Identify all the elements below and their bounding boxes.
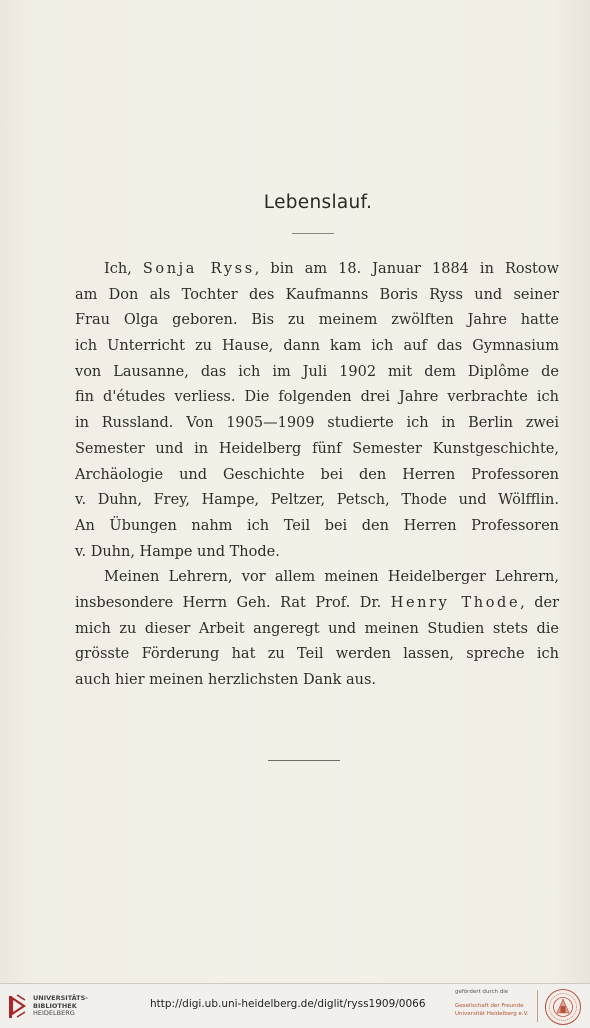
paragraph-1-line-8: Semester und in Heidelberg fünf Semester Kunstgeschichte, [75, 440, 559, 457]
paragraph-1-line-12: v. Duhn, Hampe und Thode. [75, 543, 280, 560]
viewer-footer [0, 983, 590, 1028]
closing-divider [268, 760, 340, 761]
paragraph-1-line-6: fin d'études verliess. Die folgenden drei Jahre verbrachte ich [75, 389, 559, 406]
library-name-line-3: HEIDELBERG [33, 1009, 75, 1017]
paragraph-1-line-2: am Don als Tochter des Kaufmanns Boris Ryss und seiner [75, 286, 559, 303]
paragraph-1-line-5: von Lausanne, das ich im Juli 1902 mit dem Diplôme de [75, 363, 559, 380]
paragraph-2-line-5: auch hier meinen herzlichsten Dank aus. [75, 672, 377, 688]
paragraph-1-line-3: Frau Olga geboren. Bis zu meinem zwölften Jahre hatte [75, 312, 559, 329]
paragraph-2-line-3: mich zu dieser Arbeit angeregt und meinen Studien stets die [75, 620, 559, 637]
paragraph-2-line-4: grösste Förderung hat zu Teil werden lassen, spreche ich [75, 646, 559, 663]
paragraph-1-line-9: Archäologie und Geschichte bei den Herren Professoren [75, 466, 559, 483]
permalink-url[interactable]: http://digi.ub.uni-heidelberg.de/diglit/ryss1909/0066 [150, 998, 426, 1010]
sponsor-org-line-2: Universität Heidelberg e.V. [455, 1011, 529, 1017]
document-body [75, 257, 559, 694]
text-run: , der [520, 594, 560, 611]
library-name-line-1: UNIVERSITÄTS- [33, 994, 88, 1002]
sponsor-org-line-1: Gesellschaft der Freunde [455, 1003, 524, 1009]
library-name[interactable] [33, 995, 88, 1018]
paragraph-1-line-4: ich Unterricht zu Hause, dann kam ich auf das Gymnasium [75, 338, 559, 355]
sponsor-by-label: gefördert durch die [455, 989, 509, 995]
university-library-logo-icon[interactable] [8, 992, 28, 1020]
paragraph-1-line-1 [75, 257, 559, 283]
text-run: , bin am 18. Januar 1884 in Rostow [254, 261, 559, 277]
library-name-line-2: BIBLIOTHEK [33, 1001, 77, 1010]
university-seal-icon[interactable] [544, 988, 582, 1026]
paragraph-2-line-2 [75, 591, 559, 617]
sponsor-divider [537, 990, 538, 1022]
title-divider [292, 233, 334, 234]
text-run: insbesondere Herrn Geh. Rat Prof. Dr. [75, 594, 391, 611]
page-title: Lebenslauf. [263, 192, 373, 213]
spaced-name-henry-thode: Henry Thode [390, 594, 521, 611]
text-run: Ich, [104, 261, 143, 277]
sponsor-credit[interactable] [455, 988, 537, 1018]
spaced-name-sonja-ryss: Sonja Ryss [142, 261, 255, 277]
paragraph-1-line-7: in Russland. Von 1905—1909 studierte ich in Berlin zwei [75, 415, 559, 432]
paragraph-1-line-10: v. Duhn, Frey, Hampe, Peltzer, Petsch, Thode und Wölfflin. [75, 492, 559, 509]
paragraph-1-line-11: An Übungen nahm ich Teil bei den Herren Professoren [75, 517, 559, 534]
paragraph-2-line-1: Meinen Lehrern, vor allem meinen Heidelberger Lehrern, [104, 569, 559, 586]
